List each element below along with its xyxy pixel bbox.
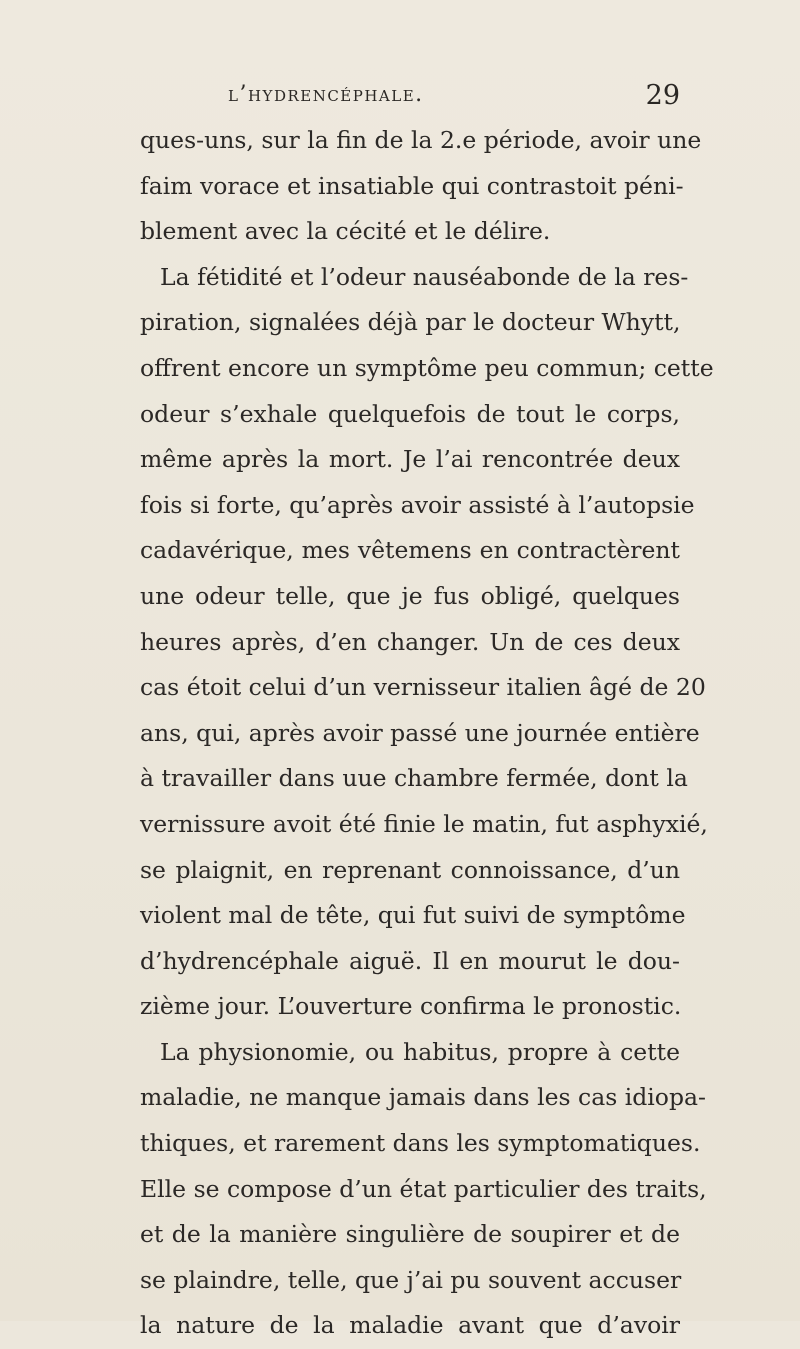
text-line: cadavérique, mes vêtemens en contractèrent bbox=[140, 536, 680, 565]
text-line: thiques, et rarement dans les symptomatiques. bbox=[140, 1129, 701, 1158]
text-line: zième jour. L’ouverture confirma le pronostic. bbox=[140, 992, 682, 1021]
text-line: La physionomie, ou habitus, propre à cette bbox=[160, 1037, 680, 1066]
text-line: cas étoit celui d’un vernisseur italien âgé de 20 bbox=[140, 673, 706, 702]
text-line: vernissure avoit été finie le matin, fut asphyxié, bbox=[140, 809, 708, 838]
running-title: l’hydrencéphale. bbox=[228, 82, 424, 107]
text-line: maladie, ne manque jamais dans les cas idiopa- bbox=[140, 1083, 706, 1112]
text-line: odeur s’exhale quelquefois de tout le corps, bbox=[140, 399, 680, 428]
body-text bbox=[140, 118, 714, 1349]
text-line: fois si forte, qu’après avoir assisté à l’autopsie bbox=[140, 490, 695, 519]
text-line: Elle se compose d’un état particulier des traits, bbox=[140, 1174, 707, 1203]
text-line: une odeur telle, que je fus obligé, quelques bbox=[140, 581, 680, 610]
text-line: violent mal de tête, qui fut suivi de symptôme bbox=[140, 901, 686, 930]
page-header bbox=[200, 82, 680, 122]
text-line: même après la mort. Je l’ai rencontrée deux bbox=[140, 445, 680, 474]
page-number: 29 bbox=[645, 80, 680, 111]
text-line: piration, signalées déjà par le docteur Whytt, bbox=[140, 308, 681, 337]
text-line: ans, qui, après avoir passé une journée entière bbox=[140, 718, 700, 747]
text-line: d’hydrencéphale aiguë. Il en mourut le dou- bbox=[140, 946, 680, 975]
text-line: heures après, d’en changer. Un de ces deux bbox=[140, 627, 680, 656]
text-line: offrent encore un symptôme peu commun; cette bbox=[140, 353, 714, 382]
text-line: se plaindre, telle, que j’ai pu souvent accuser bbox=[140, 1265, 682, 1294]
text-line: la nature de la maladie avant que d’avoir bbox=[140, 1311, 680, 1340]
text-line: blement avec la cécité et le délire. bbox=[140, 217, 551, 246]
text-line: à travailler dans uue chambre fermée, dont la bbox=[140, 764, 688, 793]
text-line: La fétidité et l’odeur nauséabonde de la res- bbox=[160, 262, 689, 291]
text-line: faim vorace et insatiable qui contrastoit péni- bbox=[140, 171, 684, 200]
text-line: se plaignit, en reprenant connoissance, d’un bbox=[140, 855, 680, 884]
text-line: ques-uns, sur la fin de la 2.e période, avoir une bbox=[140, 126, 702, 154]
text-line: et de la manière singulière de soupirer et de bbox=[140, 1220, 680, 1249]
